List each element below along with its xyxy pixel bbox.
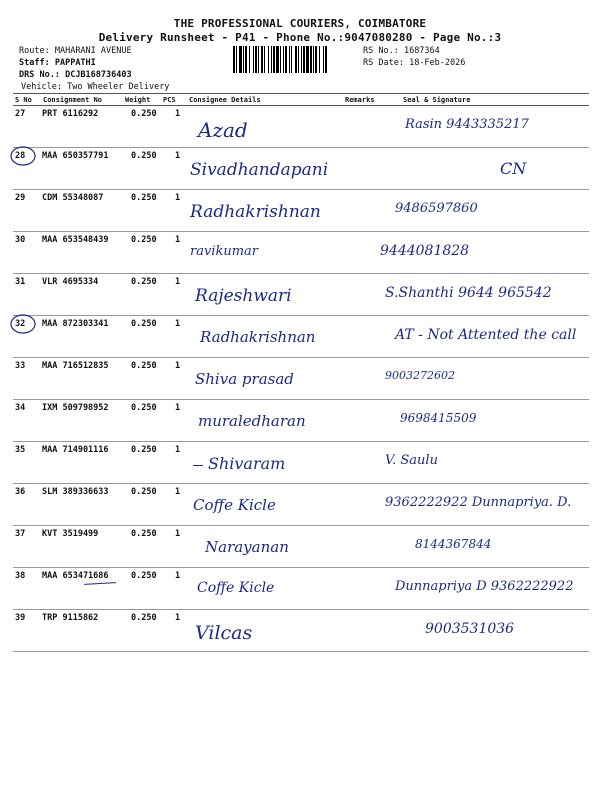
staff-label: Staff: [19, 58, 50, 68]
row-consignee-name: Azad [198, 118, 248, 142]
row-consignee-name: Shiva prasad [195, 370, 294, 388]
row-consignee-name: Rajeshwari [195, 286, 292, 306]
row-consignment-no: TRP 9115862 [42, 613, 99, 623]
row-divider [13, 609, 589, 610]
row-consignment-no: CDM 55348087 [42, 193, 104, 203]
col-sno: S No [15, 96, 32, 104]
rs-date-label: RS Date: [363, 58, 404, 68]
drs-label: DRS No.: [19, 70, 60, 80]
row-consignment-no: SLM 389336633 [42, 487, 109, 497]
row-pcs: 1 [175, 235, 181, 245]
col-consignment: Consignment No [43, 96, 103, 104]
vehicle-line [21, 82, 169, 92]
dash-mark [193, 465, 203, 466]
row-divider [13, 147, 589, 148]
header-top-rule [13, 93, 589, 94]
row-weight: 0.250 [131, 445, 157, 455]
row-sno: 30 [15, 235, 26, 245]
row-sno: 36 [15, 487, 26, 497]
col-remarks: Remarks [345, 96, 375, 104]
barcode [233, 46, 357, 73]
rs-no-line [363, 46, 440, 56]
row-consignee-name: Narayanan [205, 538, 289, 556]
col-weight: Weight [125, 96, 151, 104]
row-weight: 0.250 [131, 487, 157, 497]
row-pcs: 1 [175, 529, 181, 539]
row-divider [13, 315, 589, 316]
circle-mark-28 [8, 144, 38, 168]
rs-no-value: 1687364 [403, 46, 440, 56]
drs-line [19, 70, 132, 80]
row-sno: 28 [15, 151, 26, 161]
row-consignment-no: MAA 714901116 [42, 445, 109, 455]
row-signature: V. Saulu [385, 453, 438, 468]
row-divider [13, 567, 589, 568]
company-title: THE PROFESSIONAL COURIERS, COIMBATORE [173, 17, 427, 30]
row-consignee-name: Shivaram [208, 454, 286, 473]
row-signature: AT - Not Attented the call [395, 327, 577, 343]
row-divider [13, 399, 589, 400]
circle-mark-32 [8, 312, 38, 336]
row-consignment-no: MAA 872303341 [42, 319, 109, 329]
row-divider [13, 189, 589, 190]
row-pcs: 1 [175, 403, 181, 413]
row-consignment-no: MAA 650357791 [42, 151, 109, 161]
row-sno: 32 [15, 319, 26, 329]
row-sno: 35 [15, 445, 26, 455]
row-divider [13, 441, 589, 442]
row-divider [13, 525, 589, 526]
row-weight: 0.250 [131, 109, 157, 119]
row-signature: 9698415509 [400, 411, 477, 425]
row-signature: CN [500, 159, 527, 178]
row-signature: 9003272602 [385, 369, 455, 382]
row-weight: 0.250 [131, 235, 157, 245]
row-consignee-name: muraledharan [198, 412, 306, 430]
row-sno: 38 [15, 571, 26, 581]
row-consignment-no: VLR 4695334 [42, 277, 99, 287]
row-divider [13, 651, 589, 652]
row-weight: 0.250 [131, 529, 157, 539]
vehicle-label: Vehicle: [21, 82, 62, 92]
row-weight: 0.250 [131, 319, 157, 329]
row-consignment-no: PRT 6116292 [42, 109, 99, 119]
row-consignee-name: Radhakrishnan [200, 328, 316, 346]
row-divider [13, 357, 589, 358]
underline-mark [84, 582, 116, 585]
row-consignee-name: Vilcas [195, 622, 253, 644]
vehicle-value: Two Wheeler Delivery [67, 82, 170, 92]
row-weight: 0.250 [131, 571, 157, 581]
row-sno: 37 [15, 529, 26, 539]
route-line [19, 46, 132, 56]
row-pcs: 1 [175, 109, 181, 119]
row-consignee-name: ravikumar [190, 244, 259, 259]
row-sno: 33 [15, 361, 26, 371]
row-weight: 0.250 [131, 277, 157, 287]
row-pcs: 1 [175, 571, 181, 581]
row-consignment-no: KVT 3519499 [42, 529, 99, 539]
row-pcs: 1 [175, 487, 181, 497]
row-signature: 9444081828 [380, 243, 470, 259]
row-signature: Rasin 9443335217 [405, 117, 529, 132]
rs-date-line [363, 58, 465, 68]
runsheet-subtitle: Delivery Runsheet - P41 - Phone No.:9047080280 - Page No.:3 [98, 31, 502, 44]
row-sno: 34 [15, 403, 26, 413]
row-signature: 8144367844 [415, 537, 492, 551]
row-consignment-no: MAA 653471686 [42, 571, 109, 581]
row-consignment-no: MAA 653548439 [42, 235, 109, 245]
row-consignee-name: Sivadhandapani [190, 160, 329, 180]
row-divider [13, 273, 589, 274]
row-signature: S.Shanthi 9644 965542 [385, 285, 552, 301]
route-value: MAHARANI AVENUE [54, 46, 132, 56]
row-weight: 0.250 [131, 151, 157, 161]
staff-value: PAPPATHI [54, 58, 96, 68]
row-consignee-name: Coffe Kicle [193, 496, 276, 514]
row-consignee-name: Coffe Kicle [197, 580, 275, 596]
row-pcs: 1 [175, 445, 181, 455]
rs-no-label: RS No.: [363, 46, 399, 56]
staff-line [19, 58, 96, 68]
row-sno: 29 [15, 193, 26, 203]
row-weight: 0.250 [131, 193, 157, 203]
row-consignee-name: Radhakrishnan [190, 202, 321, 222]
row-weight: 0.250 [131, 361, 157, 371]
col-consignee: Consignee Details [189, 96, 261, 104]
row-divider [13, 483, 589, 484]
row-divider [13, 231, 589, 232]
row-pcs: 1 [175, 193, 181, 203]
row-sno: 27 [15, 109, 26, 119]
route-label: Route: [19, 46, 50, 56]
row-signature: 9486597860 [395, 201, 478, 216]
row-pcs: 1 [175, 319, 181, 329]
row-weight: 0.250 [131, 613, 157, 623]
row-pcs: 1 [175, 277, 181, 287]
row-sno: 31 [15, 277, 26, 287]
row-pcs: 1 [175, 613, 181, 623]
row-weight: 0.250 [131, 403, 157, 413]
row-consignment-no: IXM 509798952 [42, 403, 109, 413]
row-consignment-no: MAA 716512835 [42, 361, 109, 371]
col-seal: Seal & Signature [403, 96, 471, 104]
header-bottom-rule [13, 105, 589, 106]
rs-date-value: 18-Feb-2026 [409, 58, 466, 68]
col-pcs: PCS [163, 96, 176, 104]
row-signature: 9003531036 [425, 621, 515, 637]
row-signature: 9362222922 Dunnapriya. D. [385, 495, 572, 510]
row-pcs: 1 [175, 361, 181, 371]
drs-value: DCJB168736403 [65, 70, 132, 80]
row-pcs: 1 [175, 151, 181, 161]
row-sno: 39 [15, 613, 26, 623]
row-signature: Dunnapriya D 9362222922 [395, 579, 574, 594]
